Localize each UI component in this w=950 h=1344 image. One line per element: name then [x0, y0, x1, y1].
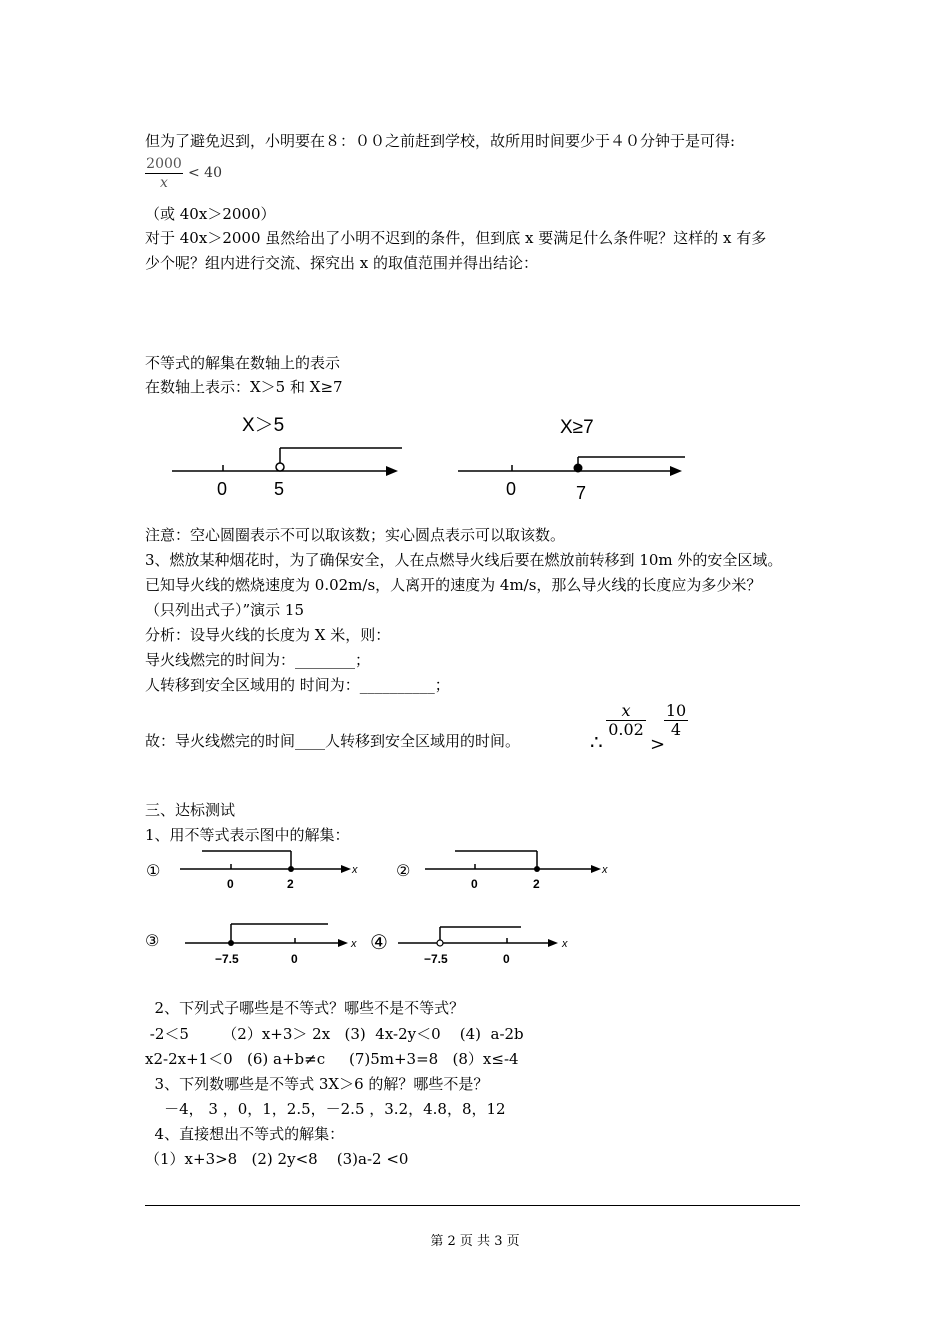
footer-rule	[145, 1205, 800, 1206]
text-line: 2、下列式子哪些是不等式？哪些不是不等式？	[145, 999, 465, 1017]
exercise-marker: ①	[146, 863, 161, 880]
axis-variable: x	[352, 864, 358, 876]
axis-arrow	[591, 865, 601, 873]
fraction-numerator: 2000	[146, 156, 182, 172]
number-line-title: X＞5	[242, 415, 285, 436]
fraction-denominator: 4	[670, 720, 682, 739]
section-heading: 不等式的解集在数轴上的表示	[145, 354, 341, 372]
filled-dot	[288, 866, 294, 872]
tick-label: 0	[291, 952, 298, 966]
tick-label: 0	[503, 952, 510, 966]
axis-arrow	[670, 466, 682, 476]
filled-dot	[534, 866, 540, 872]
open-circle	[276, 463, 284, 471]
text-line: 3、燃放某种烟花时，为了确保安全，人在点燃导火线后要在燃放前转移到 10m 外的安全区域。	[145, 551, 783, 569]
exercise-marker: ③	[145, 933, 160, 950]
axis-variable: x	[602, 864, 608, 876]
text-line: 导火线燃完的时间为：________；	[145, 651, 371, 669]
fraction-10-over-4	[664, 702, 688, 739]
exercise-number-line-1	[145, 845, 370, 895]
text-line: 已知导火线的燃烧速度为 0.02m/s，人离开的速度为 4m/s，那么导火线的长度应为多少米？	[145, 576, 762, 594]
exercise-marker: ②	[396, 863, 411, 880]
number-line-x-gt-5	[160, 405, 410, 505]
text-line: （只列出式子）”演示 15	[145, 601, 305, 619]
axis-arrow	[341, 865, 351, 873]
exercise-number-line-3	[145, 920, 370, 970]
fraction-denominator: 0.02	[608, 720, 644, 739]
tick-label: 0	[471, 877, 478, 891]
tick-label: 0	[506, 479, 517, 499]
text-line: x2-2x+1＜0 (6) a+b≠c (7)5m+3=8 (8）x≤-4	[145, 1050, 519, 1068]
exercise-marker: ④	[370, 932, 388, 954]
text-line: （或 40x＞2000）	[145, 205, 276, 223]
tick-label: −7.5	[424, 952, 448, 966]
section-heading: 三、达标测试	[145, 801, 236, 819]
text-line: 少个呢？组内进行交流、探究出 x 的取值范围并得出结论：	[145, 254, 538, 272]
tick-label: 2	[287, 877, 294, 891]
tick-label: 0	[217, 479, 228, 499]
fraction-denominator: x	[160, 175, 168, 191]
exercise-number-line-4	[370, 920, 595, 970]
tick-label: 0	[227, 877, 234, 891]
text-line: 注意：空心圆圈表示不可以取该数；实心圆点表示可以取该数。	[145, 526, 566, 544]
axis-arrow	[386, 466, 398, 476]
text-line: 对于 40x＞2000 虽然给出了小明不迟到的条件，但到底 x 要满足什么条件呢？这样的 x 有多	[145, 229, 767, 247]
axis-variable: x	[562, 938, 568, 950]
inequality-relation: >	[650, 734, 666, 755]
text-line: 4、直接想出不等式的解集：	[145, 1125, 345, 1143]
text-line: 但为了避免迟到，小明要在８：００之前赶到学校，故所用时间要少于４０分钟于是可得:	[145, 132, 736, 150]
fraction-x-over-0.02	[606, 702, 646, 739]
tick-label: 2	[533, 877, 540, 891]
number-line-x-ge-7	[450, 405, 700, 505]
therefore-symbol: ∴	[590, 730, 603, 754]
text-line: －4， 3 ，0，1，2.5，－2.5 ，3.2，4.8，8，12	[145, 1100, 506, 1118]
text-line: 在数轴上表示：X＞5 和 X≥7	[145, 378, 343, 396]
open-circle	[437, 940, 443, 946]
text-line: 3、下列数哪些是不等式 3X＞6 的解？哪些不是？	[145, 1075, 489, 1093]
filled-dot	[574, 464, 583, 473]
text-line: 1、用不等式表示图中的解集：	[145, 826, 350, 844]
inequality-relation: < 40	[188, 165, 222, 181]
page-footer: 第 2 页 共 3 页	[430, 1234, 520, 1249]
tick-label: 7	[576, 483, 587, 503]
text-line: -2＜5 （2）x+3＞ 2x (3) 4x-2y＜0 (4) a-2b	[145, 1025, 524, 1043]
text-line: 分析：设导火线的长度为 X 米，则：	[145, 626, 391, 644]
axis-variable: x	[351, 938, 357, 950]
text-line: （1）x+3>8 (2) 2y<8 (3)a-2 <0	[145, 1150, 409, 1168]
filled-dot	[228, 940, 234, 946]
fraction-numerator: 10	[665, 701, 687, 720]
number-line-title: X≥7	[560, 417, 594, 438]
axis-arrow	[338, 939, 348, 947]
text-line: 故：导火线燃完的时间____人转移到安全区域用的时间。	[145, 732, 521, 750]
exercise-number-line-2	[395, 845, 620, 895]
fraction-2000-over-x	[145, 155, 183, 192]
text-line: 人转移到安全区域用的 时间为：__________；	[145, 676, 450, 694]
fraction-numerator: x	[621, 701, 631, 720]
tick-label: 5	[274, 479, 285, 499]
tick-label: −7.5	[215, 952, 239, 966]
axis-arrow	[548, 939, 558, 947]
